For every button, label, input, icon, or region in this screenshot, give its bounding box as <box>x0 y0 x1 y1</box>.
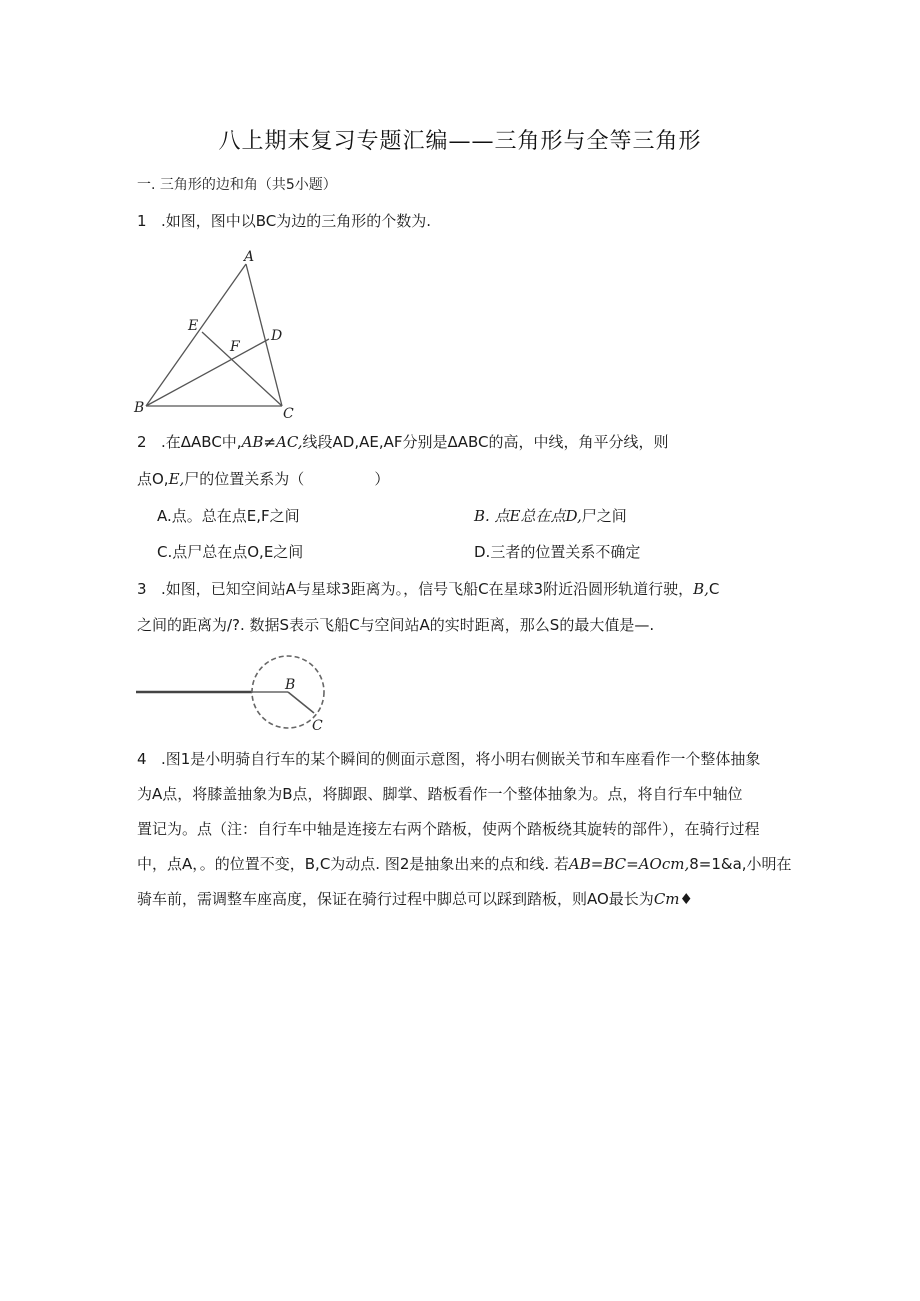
segment-be <box>146 339 269 406</box>
question-text: .如图，图中以BC为边的三角形的个数为. <box>161 212 432 230</box>
question-number: 1 <box>137 212 147 230</box>
question-number: 2 <box>137 433 147 451</box>
question-4-line-2: 为A点，将膝盖抽象为B点，将脚跟、脚掌、踏板看作一个整体抽象为。点，将自行车中轴位 <box>137 785 743 803</box>
question-2-line-2 <box>137 468 389 490</box>
question-text: C <box>708 580 720 598</box>
question-text: ） <box>374 470 390 488</box>
label-f: F <box>230 339 240 355</box>
question-3-line-2: 之间的距离为/?. 数据S表示飞船C与空间站A的实时距离，那么S的最大值是—. <box>137 616 655 634</box>
math-expression: AB=BC=AOcm, <box>568 855 690 873</box>
question-text: 骑车前，需调整车座高度，保证在骑行过程中脚总可以踩到踏板，则AO最长为 <box>137 890 654 908</box>
option-d: D.三者的位置关系不确定 <box>474 543 641 561</box>
label-b: B <box>285 677 296 693</box>
math-expression: E, <box>168 470 185 488</box>
label-e: E <box>188 318 199 334</box>
question-text: 8=1&a,小明在 <box>689 855 792 873</box>
question-number: 4 <box>137 750 147 768</box>
segment-ab <box>146 264 246 406</box>
option-text: B. 点E总在点D, <box>474 507 582 525</box>
question-2-line-1 <box>137 431 669 453</box>
question-4-line-1 <box>137 748 760 770</box>
question-text: 点O, <box>137 470 169 488</box>
math-expression: B, <box>693 580 709 598</box>
question-text: .图1是小明骑自行车的某个瞬间的侧面示意图，将小明右侧嵌关节和车座看作一个整体抽象 <box>161 750 761 768</box>
option-c: C.点尸总在点O,E之间 <box>157 543 304 561</box>
option-a: A.点。总在点E,F之间 <box>157 507 300 525</box>
label-a: A <box>244 249 255 265</box>
label-c: C <box>312 718 323 734</box>
label-c: C <box>283 406 294 422</box>
question-4-line-4 <box>137 853 792 875</box>
question-3-line-1 <box>137 578 719 600</box>
orbit-figure <box>130 650 340 740</box>
question-number: 3 <box>137 580 147 598</box>
triangle-figure <box>130 248 300 424</box>
question-text: 中，点A，。的位置不变，B,C为动点. 图2是抽象出来的点和线. 若 <box>137 855 569 873</box>
label-b: B <box>134 400 145 416</box>
question-4-line-5 <box>137 888 693 910</box>
question-text: .如图，已知空间站A与星球3距离为。，信号飞船C在星球3附近沿圆形轨道行驶， <box>161 580 694 598</box>
section-heading: 一. 三角形的边和角（共5小题） <box>137 177 337 193</box>
page-title: 八上期末复习专题汇编——三角形与全等三角形 <box>218 129 702 154</box>
question-text: 尸的位置关系为（ <box>184 470 305 488</box>
question-1 <box>137 210 431 232</box>
question-4-line-3: 置记为。点（注：自行车中轴是连接左右两个踏板，使两个踏板绕其旋转的部件），在骑行过程 <box>137 820 760 838</box>
math-expression: Cm♦ <box>653 890 693 908</box>
question-text: 线段AD,AE,AF分别是ΔABC的高，中线，角平分线，则 <box>302 433 669 451</box>
option-text: 尸之间 <box>581 507 627 525</box>
option-b <box>474 505 627 527</box>
segment-bc <box>288 692 314 713</box>
question-text: .在ΔABC中, <box>161 433 242 451</box>
label-d: D <box>271 328 283 344</box>
math-expression: AB≠AC, <box>241 433 303 451</box>
